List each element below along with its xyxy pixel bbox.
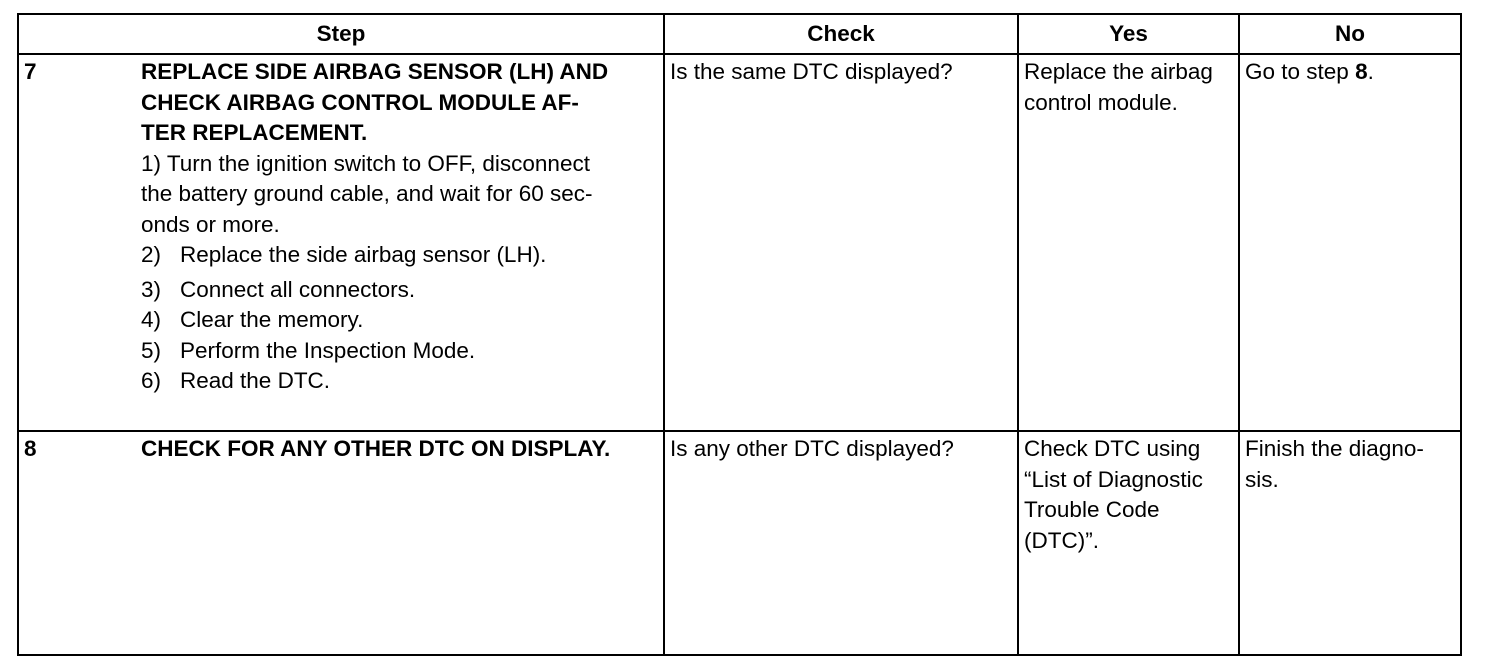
no-cell-8: Finish the diagno- sis. [1239,431,1461,655]
step-title: CHECK FOR ANY OTHER DTC ON DISPLAY. [141,436,611,461]
step-substep-1: 1) Turn the ignition switch to OFF, disconnect the battery ground cable, and wait for 60 sec- onds or more. [141,150,593,237]
substep-text: Perform the Inspection Mode. [180,337,476,363]
list-item [141,305,659,336]
substep-number: 3) [141,276,162,302]
substep-list [141,240,659,397]
step-body [141,432,659,465]
step-body [141,55,659,397]
step-cell-7 [18,54,664,431]
substep-text: Replace the side airbag sensor (LH). [180,242,547,267]
substep-number: 4) [141,307,162,332]
substep-number: 5) [141,337,162,363]
table-row-step-7 [18,54,1461,431]
step-title: REPLACE SIDE AIRBAG SENSOR (LH) AND CHECK AIRBAG CONTROL MODULE AF- TER REPLACEMENT. [141,59,609,145]
substep-text: Connect all connectors. [180,276,416,302]
list-item [141,275,659,306]
substep-number: 6) [141,368,162,393]
header-step: Step [18,14,664,54]
check-cell-8: Is any other DTC displayed? [664,431,1018,655]
list-item [141,240,659,271]
header-yes: Yes [1018,14,1239,54]
yes-cell-8: Check DTC using “List of Diagnostic Trouble Code (DTC)”. [1018,431,1239,655]
table-header-row [18,14,1461,54]
header-check: Check [664,14,1018,54]
no-text-prefix: Go to step [1245,59,1356,84]
diagnostic-procedure-table [17,13,1462,656]
substep-text: Read the DTC. [180,368,331,393]
yes-cell-7: Replace the airbag control module. [1018,54,1239,431]
no-text-suffix: . [1367,59,1374,84]
header-no: No [1239,14,1461,54]
no-cell-7 [1239,54,1461,431]
substep-text: Clear the memory. [180,307,364,332]
list-item [141,366,659,397]
substep-number: 2) [141,242,162,267]
step-number: 7 [24,59,37,84]
table-row-step-8 [18,431,1461,655]
step-cell-8 [18,431,664,655]
check-cell-7: Is the same DTC displayed? [664,54,1018,431]
step-number: 8 [24,436,37,461]
no-step-reference: 8 [1355,59,1368,84]
list-item [141,336,659,367]
